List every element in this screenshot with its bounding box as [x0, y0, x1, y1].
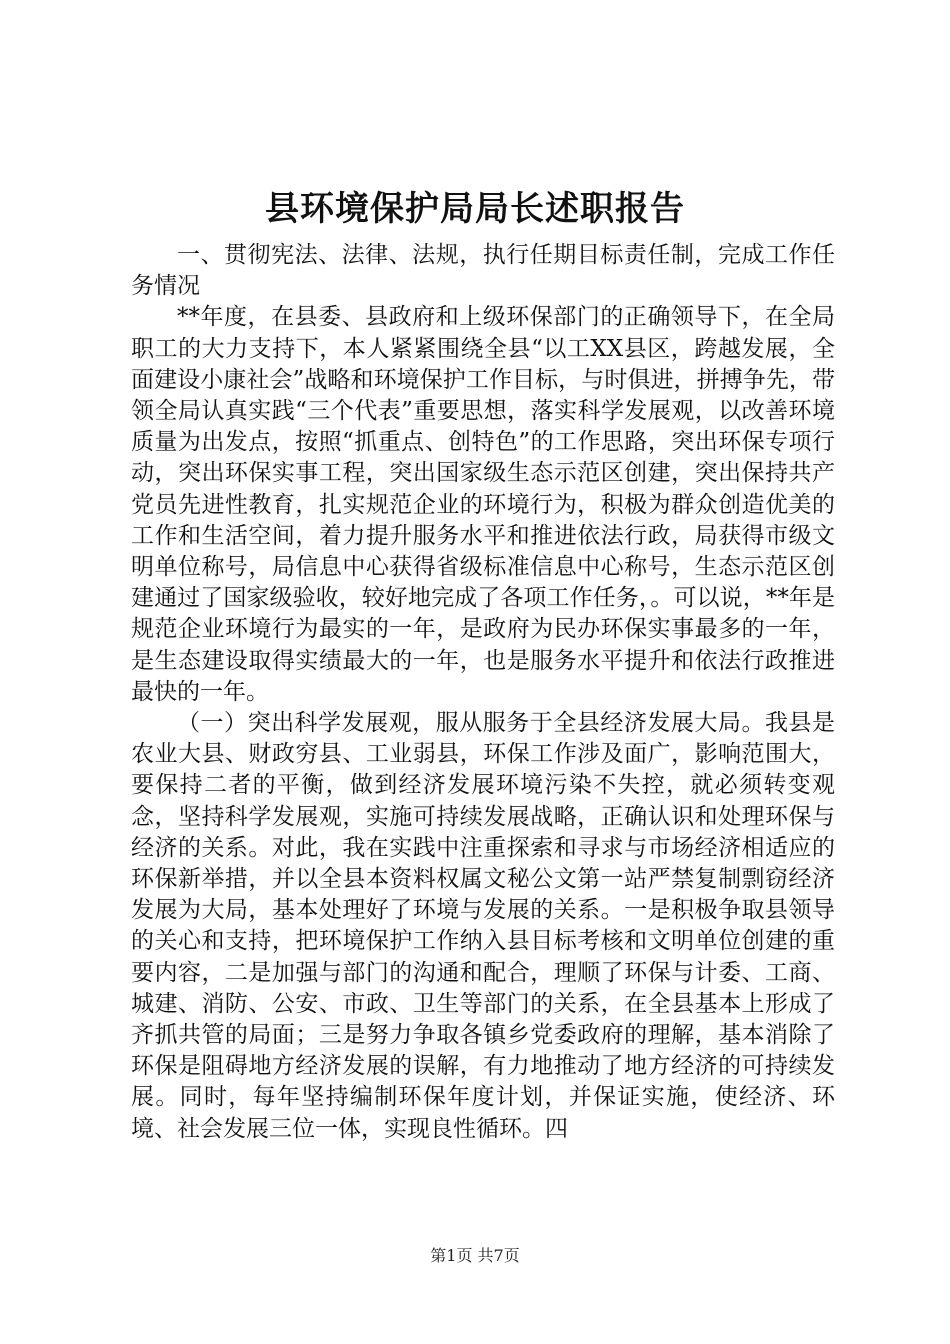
document-body [131, 240, 835, 1145]
paragraph-section-heading: 一、贯彻宪法、法律、法规，执行任期目标责任制，完成工作任务情况 [131, 242, 835, 300]
paragraph-annual-summary: **年度，在县委、县政府和上级环保部门的正确领导下，在全局职工的大力支持下，本人紧紧围绕全县“以工XX县区，跨越发展，全面建设小康社会”战略和环境保护工作目标，与时俱进，拼搏争先，带领全局认真实践“三个代表”重要思想，落实科学发展观，以改善环境质量为出发点，按照“抓重点、创特色”的工作思路，突出环保专项行动，突出环保实事工程，突出国家级生态示范区创建，突出保持共产党员先进性教育，扎实规范企业的环境行为，积极为群众创造优美的工作和生活空间，着力提升服务水平和推进依法行政，局获得市级文明单位称号，局信息中心获得省级标准信息中心称号，生态示范区创建通过了国家级验收，较好地完成了各项工作任务，。可以说，**年是规范企业环境行为最实的一年，是政府为民办环保实事最多的一年，是生态建设取得实绩最大的一年，也是服务水平提升和依法行政推进最快的一年。 [131, 304, 835, 705]
paragraph-scientific-development: （一）突出科学发展观，服从服务于全县经济发展大局。我县是农业大县、财政穷县、工业弱县，环保工作涉及面广，影响范围大，要保持二者的平衡，做到经济发展环境污染不失控，就必须转变观念，坚持科学发展观，实施可持续发展战略，正确认识和处理环保与经济的关系。对此，我在实践中注重探索和寻求与市场经济相适应的环保新举措，并以全县本资料权属文秘公文第一站严禁复制剽窃经济发展为大局，基本处理好了环境与发展的关系。一是积极争取县领导的关心和支持，把环境保护工作纳入县目标考核和文明单位创建的重要内容，二是加强与部门的沟通和配合，理顺了环保与计委、工商、城建、消防、公安、市政、卫生等部门的关系，在全县基本上形成了齐抓共管的局面；三是努力争取各镇乡党委政府的理解，基本消除了环保是阻碍地方经济发展的误解，有力地推动了地方经济的可持续发展。同时，每年坚持编制环保年度计划，并保证实施，使经济、环境、社会发展三位一体，实现良性循环。四 [131, 710, 835, 1142]
page-number: 第1页 共7页 [430, 1246, 520, 1265]
document-title: 县环境保护局局长述职报告 [265, 189, 685, 229]
